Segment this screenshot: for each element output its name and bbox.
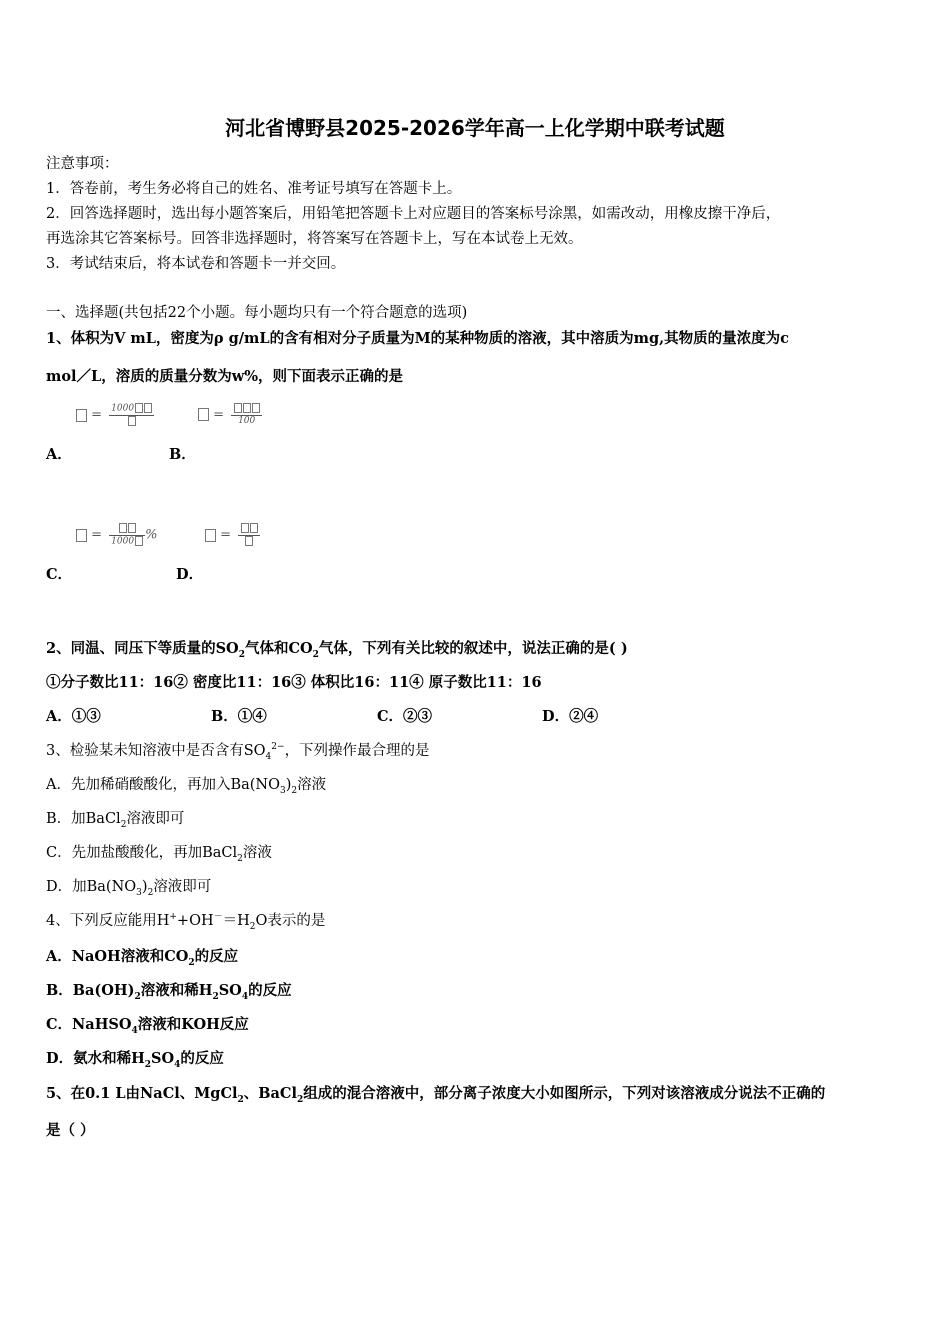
question-1-line-2: mol／L，溶质的质量分数为w%，则下面表示正确的是 xyxy=(46,368,403,385)
option-1d-label: D． xyxy=(176,566,204,583)
option-4a: A．NaOH溶液和$CO_2$的反应 xyxy=(46,948,239,968)
option-4c: C．NaHSO$_4$溶液和KOH反应 xyxy=(46,1016,249,1036)
formula-b: = 100 xyxy=(198,403,262,427)
question-2-stem: 2、同温、同压下等质量的$SO_2$气体和$CO_2$气体，下列有关比较的叙述中，说法正确的是( ) xyxy=(46,640,628,660)
option-1c-label: C． xyxy=(46,566,73,583)
option-2a: A．①③ xyxy=(46,708,101,725)
option-2c: C．②③ xyxy=(377,708,433,725)
option-3d: D．加$Ba(NO_3)_2$溶液即可 xyxy=(46,879,212,898)
question-1-line-1: 1、体积为V mL，密度为ρ g/mL的含有相对分子质量为M的某种物质的溶液，其中溶质为mg,其物质的量浓度为c xyxy=(46,330,789,347)
question-3-stem: 3、检验某未知溶液中是否含有$SO_4^{2-}$，下列操作最合理的是 xyxy=(46,742,430,762)
question-5-line-2: 是（ ） xyxy=(46,1122,95,1139)
option-3b: B．加BaCl$_2$溶液即可 xyxy=(46,811,185,830)
page-title: 河北省博野县2025-2026学年高一上化学期中联考试题 xyxy=(225,116,725,140)
option-1a-label: A． xyxy=(46,446,72,463)
option-3a: A．先加稀硝酸酸化，再加入$Ba(NO_3)_2$溶液 xyxy=(46,777,327,796)
notice-item-1: 1．答卷前，考生务必将自己的姓名、准考证号填写在答题卡上。 xyxy=(46,181,462,197)
option-3c: C．先加盐酸酸化，再加BaCl$_2$溶液 xyxy=(46,845,272,864)
question-2-statements: ①分子数比11：16② 密度比11：16③ 体积比16：11④ 原子数比11：16 xyxy=(46,674,542,691)
notice-item-3: 3．考试结束后，将本试卷和答题卡一并交回。 xyxy=(46,256,346,272)
option-2d: D．②④ xyxy=(542,708,599,725)
formula-d: = xyxy=(205,523,260,547)
option-1b-label: B． xyxy=(169,446,196,463)
formula-c: = 1000 % xyxy=(76,523,157,547)
notice-heading: 注意事项： xyxy=(46,156,119,172)
option-4b: B．$Ba(OH)_2$溶液和稀$H_2SO_4$的反应 xyxy=(46,982,292,1002)
question-5-line-1: 5、在0.1 L由NaCl、MgCl$_2$、BaCl$_2$组成的混合溶液中，部分离子浓度大小如图所示，下列对该溶液成分说法不正确的 xyxy=(46,1085,826,1105)
question-4-stem: 4、下列反应能用$H^++OH^-=H_2O$表示的是 xyxy=(46,912,326,932)
option-4d: D．氨水和稀$H_2SO_4$的反应 xyxy=(46,1050,224,1070)
notice-item-2-cont: 再选涂其它答案标号。回答非选择题时，将答案写在答题卡上，写在本试卷上无效。 xyxy=(46,231,583,247)
option-2b: B．①④ xyxy=(211,708,267,725)
notice-item-2: 2．回答选择题时，选出每小题答案后，用铅笔把答题卡上对应题目的答案标号涂黑，如需改动，用橡皮擦干净后， xyxy=(46,206,781,222)
section-heading: 一、选择题(共包括22个小题。每小题均只有一个符合题意的选项) xyxy=(46,305,468,321)
formula-a: = 1000 xyxy=(76,403,154,427)
